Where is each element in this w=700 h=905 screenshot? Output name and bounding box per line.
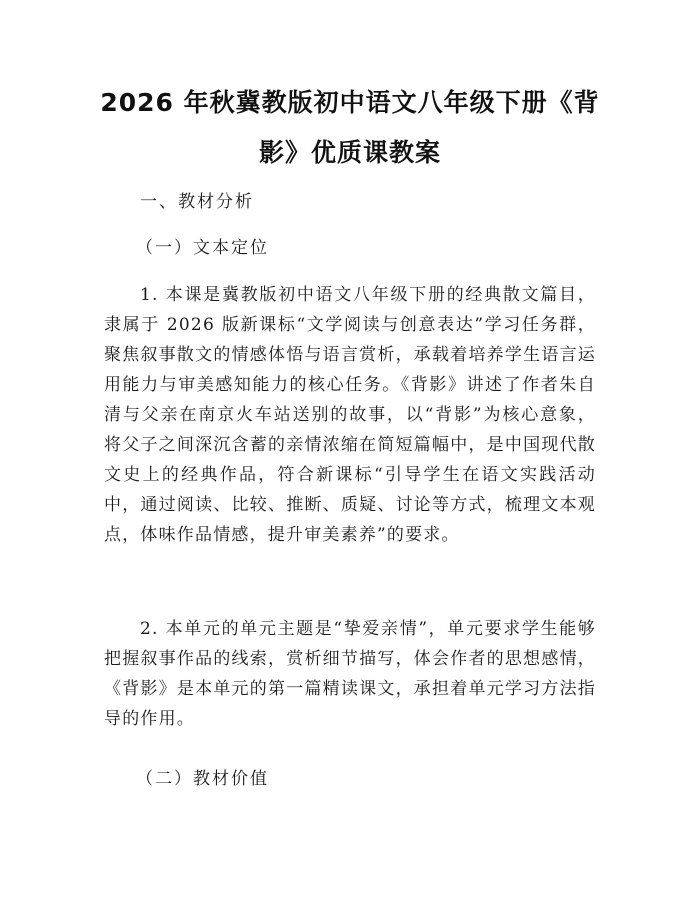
- subsection-heading-material-value: （二）教材价值: [136, 769, 269, 789]
- paragraph-text-positioning-2: 2. 本单元的单元主题是“挚爱亲情”，单元要求学生能够把握叙事作品的线索，赏析细节描写，体会作者的思想感情，《背影》是本单元的第一篇精读课文，承担着单元学习方法指导的作用。: [104, 619, 596, 729]
- document-title: 2026 年秋冀教版初中语文八年级下册《背影》优质课教案: [100, 88, 600, 167]
- section-heading-teaching-material-analysis: 一、教材分析: [140, 192, 254, 212]
- subsection-heading-text-positioning: （一）文本定位: [136, 238, 269, 258]
- paragraph-text-positioning-1: 1. 本课是冀教版初中语文八年级下册的经典散文篇目，隶属于 2026 版新课标“文学阅读与创意表达”学习任务群，聚焦叙事散文的情感体悟与语言赏析，承载着培养学生语言运用能力与审美感知能力的核心任务。《背影》讲述了作者朱自清与父亲在南京火车站送别的故事，以“背影”为核心意象，将父子之间深沉含蓄的亲情浓缩在简短篇幅中，是中国现代散文史上的经典作品，符合新课标“引导学生在语文实践活动中，通过阅读、比较、推断、质疑、讨论等方式，梳理文本观点，体味作品情感，提升审美素养”的要求。: [104, 285, 596, 545]
